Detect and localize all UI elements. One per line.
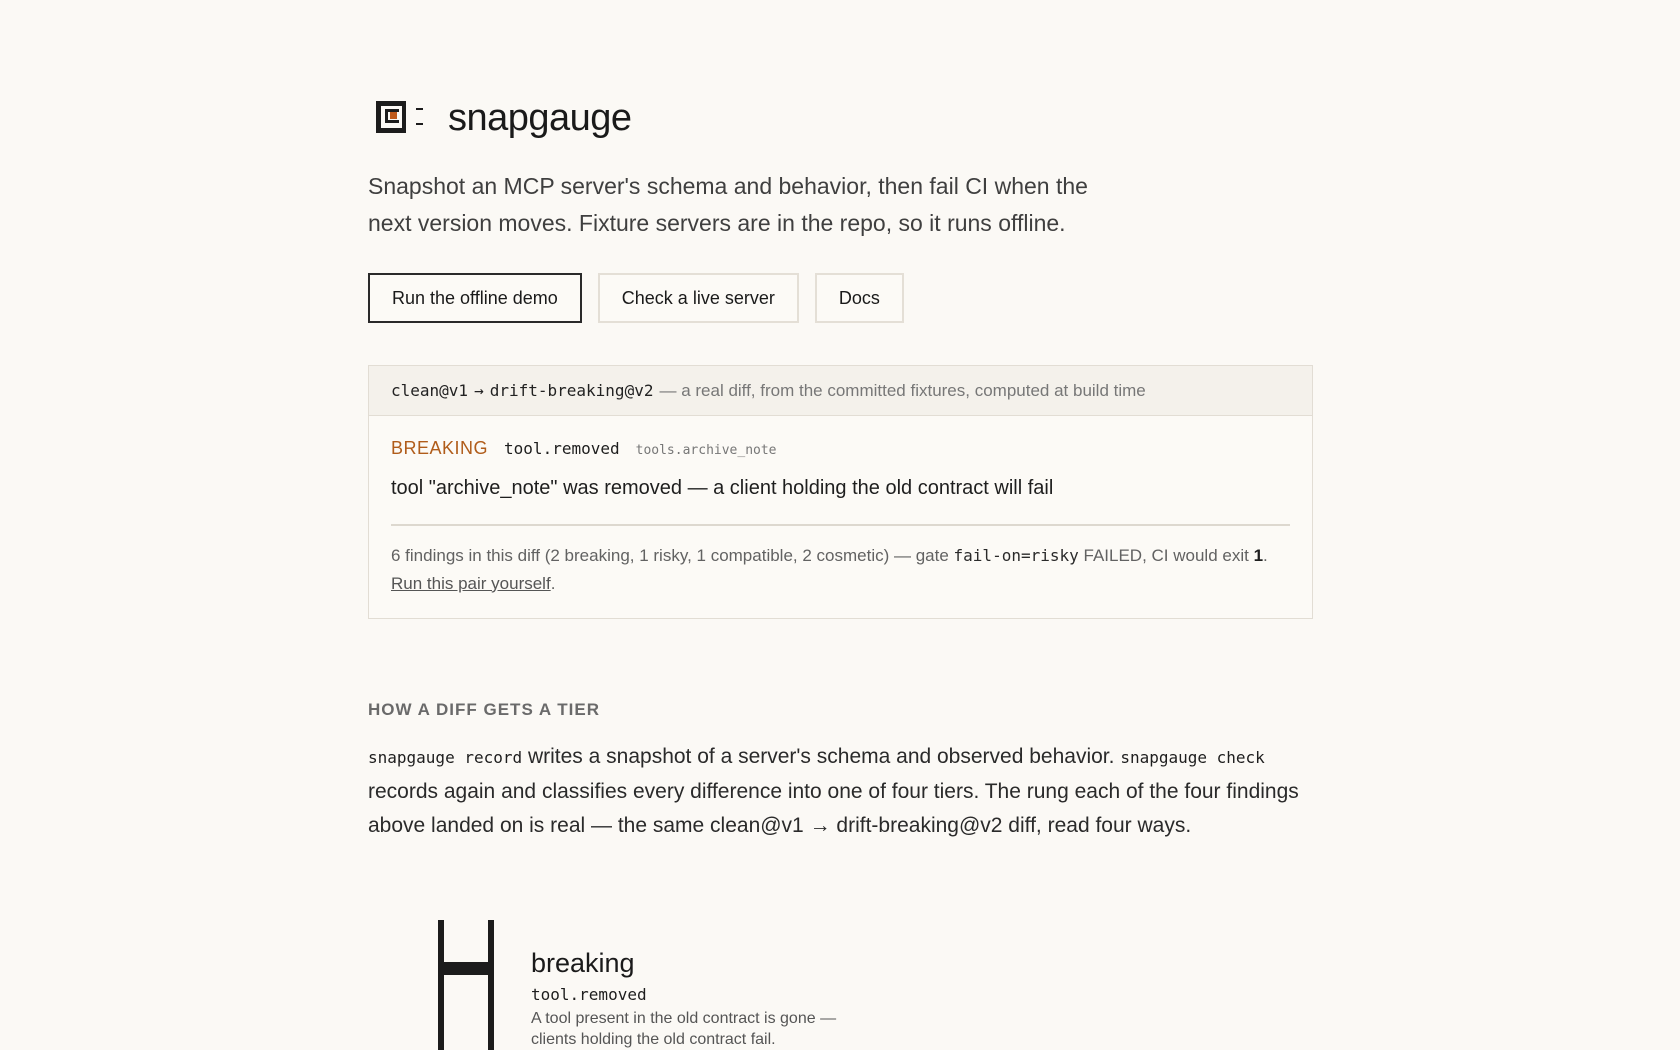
- summary-text: 6 findings in this diff (2 breaking, 1 risky, 1 compatible, 2 cosmetic) — gate: [391, 545, 949, 565]
- arrow-right-icon: →: [474, 381, 484, 400]
- tier-breaking: [531, 948, 851, 1050]
- tier-rule: tool.removed: [531, 985, 647, 1004]
- docs-button[interactable]: Docs: [815, 273, 904, 323]
- section-text-2: records again and classifies every difference into one of four tiers. The rung each of the four findings above landed on is real — the same clean@v1 → drift-breaking@v2 diff, read four ways.: [368, 780, 1299, 837]
- finding-path: tools.archive_note: [635, 443, 777, 458]
- diff-caption: — a real diff, from the committed fixtures, computed at build time: [659, 380, 1146, 400]
- tier-description: A tool present in the old contract is gone — clients holding the old contract fail.: [531, 1010, 837, 1048]
- finding-rule: tool.removed: [504, 439, 620, 458]
- action-buttons: [368, 273, 904, 323]
- diff-summary: 6 findings in this diff (2 breaking, 1 risky, 1 compatible, 2 cosmetic) — gate fail-on=risky FAILED, CI would exit 1. Run this pair yourself.: [391, 545, 1268, 593]
- check-live-server-button[interactable]: Check a live server: [598, 273, 799, 323]
- run-offline-demo-button[interactable]: Run the offline demo: [368, 273, 582, 323]
- brand-name: snapgauge: [448, 96, 632, 139]
- finding-description: tool "archive_note" was removed — a client holding the old contract will fail: [391, 477, 1054, 499]
- exit-code: 1: [1253, 545, 1264, 565]
- section-text-1: writes a snapshot of a server's schema and observed behavior.: [527, 745, 1115, 768]
- gate-name: fail-on=risky: [953, 545, 1079, 565]
- diff-from: clean@v1: [391, 381, 469, 400]
- record-command: snapgauge record: [368, 748, 523, 767]
- section-title: HOW A DIFF GETS A TIER: [368, 700, 600, 719]
- brand-header: [368, 96, 632, 140]
- summary-status: FAILED, CI would exit: [1083, 545, 1249, 565]
- finding-row: [391, 438, 1290, 459]
- diff-body: [369, 438, 1312, 598]
- check-command: snapgauge check: [1120, 748, 1265, 767]
- tier-name: breaking: [531, 948, 635, 978]
- severity-badge: BREAKING: [391, 438, 489, 458]
- diff-header: [369, 366, 1312, 416]
- diff-panel: [368, 365, 1313, 619]
- tagline: Snapshot an MCP server's schema and behavior, then fail CI when the next version moves. Fixture servers are in the repo, so it runs offline.: [368, 173, 1088, 236]
- snapgauge-logo-icon: [368, 98, 428, 138]
- run-pair-link[interactable]: Run this pair yourself: [391, 573, 551, 593]
- ladder-icon: [438, 920, 494, 1050]
- diff-to: drift-breaking@v2: [489, 381, 654, 400]
- divider: [391, 524, 1290, 526]
- section-body: [368, 740, 1313, 843]
